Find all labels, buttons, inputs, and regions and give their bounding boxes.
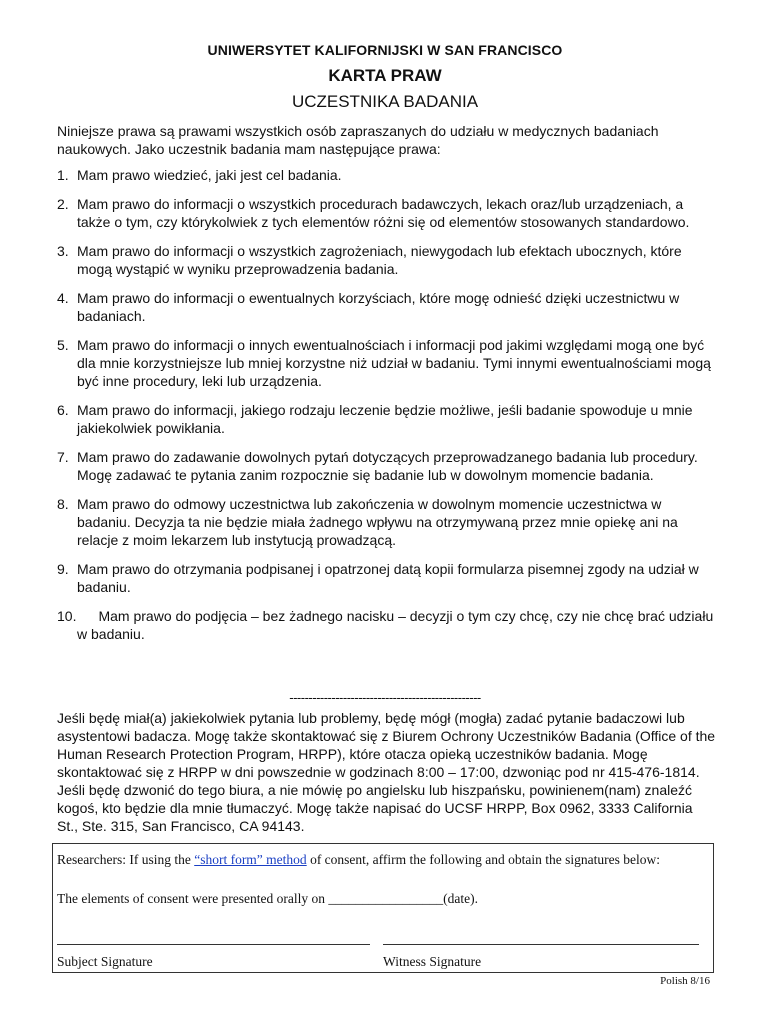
researcher-signature-box xyxy=(52,843,714,973)
instruction-suffix: of consent, affirm the following and obtain the signatures below: xyxy=(306,852,660,867)
rights-item-text: Mam prawo do informacji o ewentualnych korzyściach, które mogę odnieść dzięki uczestnictwu w badaniach. xyxy=(77,290,680,324)
rights-item-number: 5. xyxy=(57,337,69,353)
rights-item-number: 2. xyxy=(57,196,69,212)
rights-list xyxy=(57,166,717,654)
rights-item xyxy=(57,495,717,549)
document-subtitle: UCZESTNIKA BADANIA xyxy=(291,92,479,111)
rights-item xyxy=(57,166,717,184)
rights-item xyxy=(57,607,717,643)
rights-item-text: Mam prawo do informacji, jakiego rodzaju leczenie będzie możliwe, jeśli badanie spowoduje u mnie jakiekolwiek powikłania. xyxy=(77,402,693,436)
rights-item-number: 6. xyxy=(57,402,69,418)
witness-signature-label: Witness Signature xyxy=(383,954,482,969)
rights-item-text: Mam prawo do podjęcia – bez żadnego nacisku – decyzji o tym czy chcę, czy nie chcę brać udziału w badaniu. xyxy=(77,608,714,642)
rights-item xyxy=(57,336,717,390)
subject-signature-line[interactable] xyxy=(57,944,370,945)
rights-item-text: Mam prawo do informacji o wszystkich zagrożeniach, niewygodach lub efektach ubocznych, które mogą wystąpić w wyniku przeprowadzenia badania. xyxy=(77,243,682,277)
university-heading: UNIWERSYTET KALIFORNIJSKI W SAN FRANCISCO xyxy=(207,42,563,58)
rights-item-number: 9. xyxy=(57,561,69,577)
short-form-instruction xyxy=(57,852,660,868)
subject-signature-label: Subject Signature xyxy=(57,954,153,969)
rights-item xyxy=(57,401,717,437)
rights-item xyxy=(57,560,717,596)
rights-item xyxy=(57,195,717,231)
rights-item-text: Mam prawo do odmowy uczestnictwa lub zakończenia w dowolnym momencie uczestnictwa w badaniu. Decyzja ta nie będzie miała żadnego wpływu na otrzymywaną przez mnie opiekę ani na relacje z moim lekarzem lub instytucją prowadzącą. xyxy=(77,496,678,548)
rights-item-number: 10. xyxy=(57,608,77,624)
rights-item xyxy=(57,448,717,484)
form-version-footer: Polish 8/16 xyxy=(660,975,710,987)
rights-item-text: Mam prawo wiedzieć, jaki jest cel badania. xyxy=(77,167,342,183)
document-title: KARTA PRAW xyxy=(328,66,442,85)
rights-item-number: 8. xyxy=(57,496,69,512)
short-form-method-link[interactable]: “short form” method xyxy=(194,852,307,867)
rights-item xyxy=(57,242,717,278)
rights-item-number: 1. xyxy=(57,167,69,183)
rights-item-text: Mam prawo do informacji o innych ewentualnościach i informacji pod jakimi względami mogą one być dla mnie korzystniejsze lub mniej korzystne niż udział w badaniu. Tymi innymi ewentualnościami mogą być inne procedury, leki lub urządzenia. xyxy=(77,337,711,389)
contact-paragraph: Jeśli będę miał(a) jakiekolwiek pytania lub problemy, będę mógł (mogła) zadać pytanie badaczowi lub asystentowi badacza. Mogę także skontaktować się z Biurem Ochrony Uczestników Badania (Office of the Human Research Protection Program, HRPP), które otacza opieką uczestników badania. Mogę skontaktować się z HRPP w dni powszednie w godzinach 8:00 – 17:00, dzwoniąc pod nr 415-476-1814. Jeśli będę dzwonić do tego biura, a nie mówię po angielsku lub hiszpańsku, powinienem(nam) znaleźć kogoś, kto będzie dla mnie tłumaczyć. Mogę także napisać do UCSF HRPP, Box 0962, 3333 California St., Ste. 315, San Francisco, CA 94143. xyxy=(57,710,716,834)
rights-item-number: 7. xyxy=(57,449,69,465)
instruction-prefix: Researchers: If using the xyxy=(57,852,195,867)
section-separator: -------------------------------------------------- xyxy=(289,690,481,705)
rights-item-text: Mam prawo do informacji o wszystkich procedurach badawczych, lekach oraz/lub urządzeniach, a także o tym, czy którykolwiek z tych elementów różni się od elementów stosowanych standardowo. xyxy=(77,196,690,230)
rights-item-number: 3. xyxy=(57,243,69,259)
rights-item-number: 4. xyxy=(57,290,69,306)
intro-paragraph: Niniejsze prawa są prawami wszystkich osób zapraszanych do udziału w medycznych badaniach naukowych. Jako uczestnik badania mam następujące prawa: xyxy=(57,123,659,157)
oral-consent-date-line: The elements of consent were presented orally on _________________(date). xyxy=(57,891,478,906)
rights-item-text: Mam prawo do otrzymania podpisanej i opatrzonej datą kopii formularza pisemnej zgody na udział w badaniu. xyxy=(77,561,699,595)
witness-signature-line[interactable] xyxy=(383,944,699,945)
rights-item xyxy=(57,289,717,325)
rights-item-text: Mam prawo do zadawanie dowolnych pytań dotyczących przeprowadzanego badania lub procedury. Mogę zadawać te pytania zanim rozpocznie się badanie lub w dowolnym momencie badania. xyxy=(77,449,698,483)
